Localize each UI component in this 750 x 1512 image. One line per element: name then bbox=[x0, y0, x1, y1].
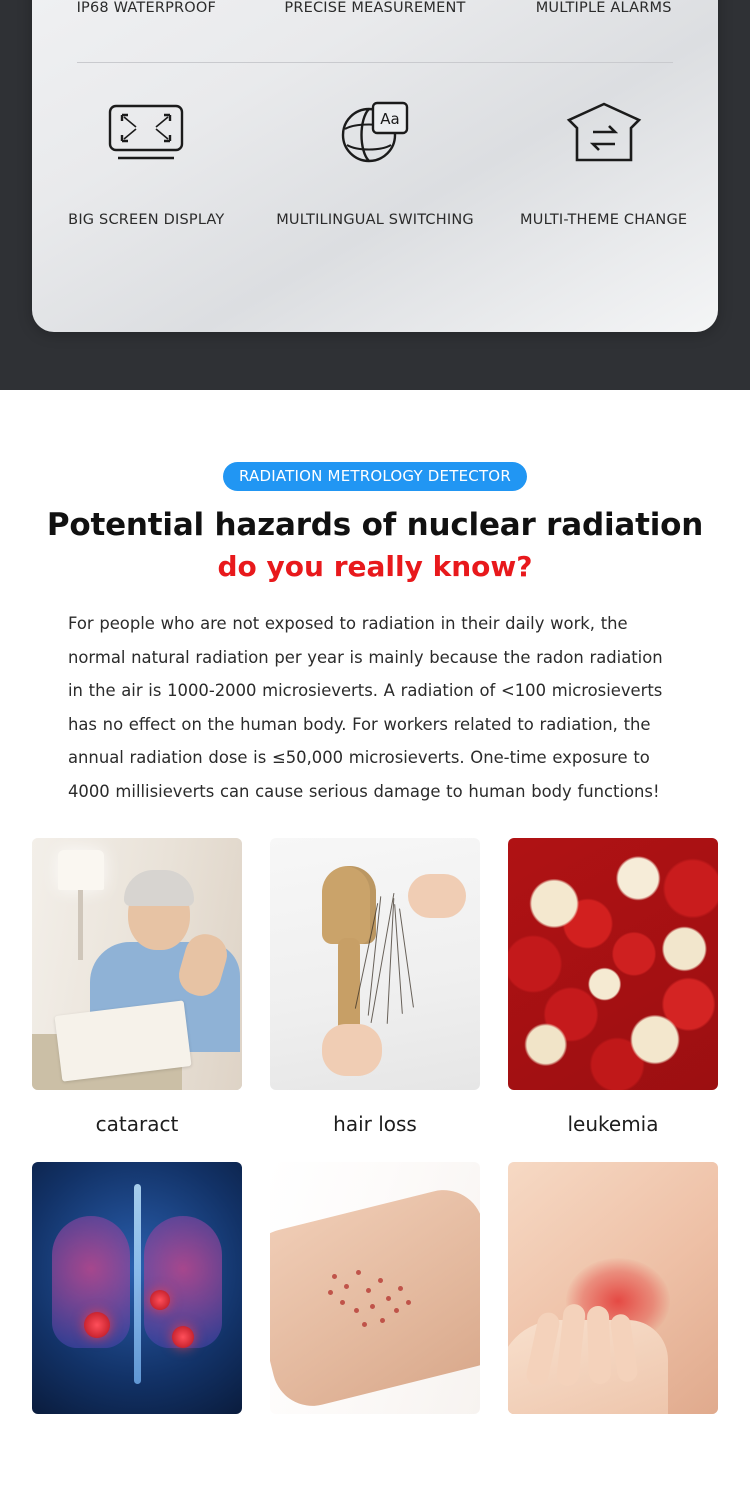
feature-item-waterproof bbox=[32, 0, 261, 16]
feature-label: MULTIPLE ALARMS bbox=[535, 0, 672, 16]
blood-cells-microscope-photo bbox=[508, 838, 718, 1090]
hairbrush-hair-loss-photo bbox=[270, 838, 480, 1090]
feature-labels-row-1 bbox=[32, 0, 718, 16]
skin-rash-arm-photo bbox=[270, 1162, 480, 1414]
content-section bbox=[0, 390, 750, 1462]
section-badge: RADIATION METROLOGY DETECTOR bbox=[223, 462, 527, 491]
screen-display-icon bbox=[106, 101, 186, 165]
page-title: Potential hazards of nuclear radiation bbox=[46, 507, 704, 543]
hazard-item-thyroid bbox=[508, 1162, 718, 1462]
hazard-item-hair-loss bbox=[270, 838, 480, 1162]
feature-item-big-screen bbox=[32, 212, 261, 228]
language-switch-icon bbox=[339, 99, 411, 167]
feature-item-multi-theme bbox=[489, 212, 718, 228]
hazard-label bbox=[508, 1414, 718, 1462]
elderly-man-reading-photo bbox=[32, 838, 242, 1090]
feature-labels-row-2 bbox=[32, 212, 718, 228]
feature-label: MULTILINGUAL SWITCHING bbox=[276, 212, 474, 228]
hazard-label bbox=[270, 1414, 480, 1462]
feature-item-multilingual bbox=[261, 212, 490, 228]
feature-label: IP68 WATERPROOF bbox=[76, 0, 217, 16]
hazard-label: cataract bbox=[95, 1112, 179, 1136]
feature-divider bbox=[77, 62, 673, 63]
feature-icons-row bbox=[32, 90, 718, 176]
feature-item-multiple-alarms bbox=[489, 0, 718, 16]
feature-icon-cell-big-screen bbox=[32, 90, 261, 176]
hazard-item-skin-rash bbox=[270, 1162, 480, 1462]
hazard-item-cataract bbox=[32, 838, 242, 1162]
feature-icon-cell-multi-theme bbox=[489, 90, 718, 176]
svg-text:Aa: Aa bbox=[380, 110, 400, 128]
hazard-item-leukemia bbox=[508, 838, 718, 1162]
hazard-item-lung bbox=[32, 1162, 242, 1462]
hazard-label: leukemia bbox=[567, 1112, 659, 1136]
thyroid-neck-pain-photo bbox=[508, 1162, 718, 1414]
hazard-grid bbox=[32, 838, 718, 1462]
theme-change-icon bbox=[565, 100, 643, 166]
feature-label: BIG SCREEN DISPLAY bbox=[68, 212, 225, 228]
feature-card bbox=[32, 0, 718, 332]
page-subtitle: do you really know? bbox=[217, 550, 533, 583]
lungs-xray-illustration bbox=[32, 1162, 242, 1414]
hazard-label: hair loss bbox=[333, 1112, 417, 1136]
feature-label: MULTI-THEME CHANGE bbox=[520, 212, 688, 228]
top-dark-section bbox=[0, 0, 750, 390]
feature-label: PRECISE MEASUREMENT bbox=[284, 0, 466, 16]
feature-item-precise-measurement bbox=[261, 0, 490, 16]
feature-icon-cell-multilingual bbox=[261, 90, 490, 176]
pill-container bbox=[0, 462, 750, 491]
body-paragraph: For people who are not exposed to radiation in their daily work, the normal natural radiation per year is mainly because the radon radiation in the air is 1000-2000 microsieverts. A radiation of <100 microsieverts has no effect on the human body. For workers related to radiation, the annual radiation dose is ≤50,000 microsieverts. One-time exposure to 4000 millisieverts can cause serious damage to human body functions! bbox=[68, 614, 663, 801]
hazard-label bbox=[32, 1414, 242, 1462]
